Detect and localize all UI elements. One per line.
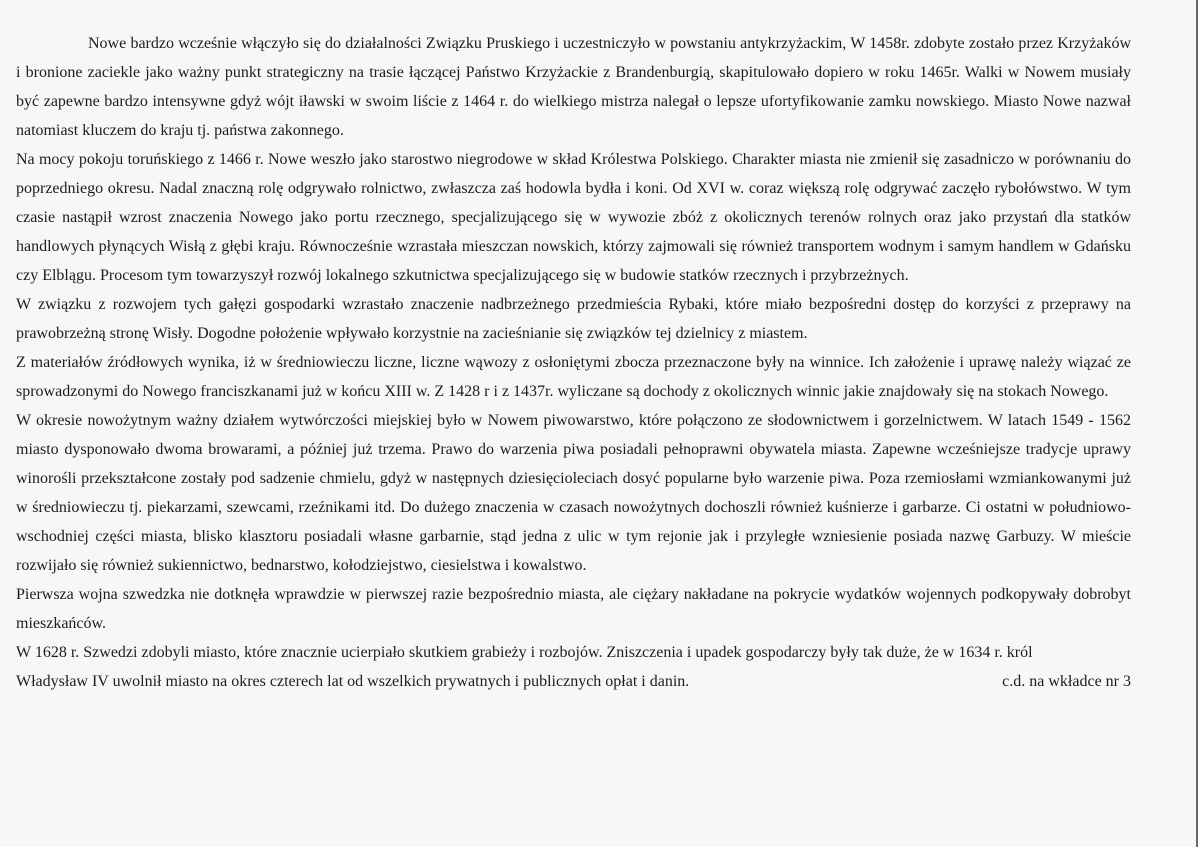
paragraph-3: W związku z rozwojem tych gałęzi gospodarki wzrastało znaczenie nadbrzeżnego przedmieścia Rybaki, które miało bezpośredni dostęp do korzyści z przeprawy na prawobrzeżną stronę Wisły. Dogodne położenie wpływało korzystnie na zacieśnianie się związków tej dzielnicy z miastem. — [16, 296, 1131, 342]
paragraph-2: Na mocy pokoju toruńskiego z 1466 r. Nowe weszło jako starostwo niegrodowe w skład Królestwa Polskiego. Charakter miasta nie zmienił się zasadniczo w porównaniu do poprzedniego okresu. Nadal znaczną rolę odgrywało rolnictwo, zwłaszcza zaś hodowla bydła i koni. Od XVI w. coraz większą rolę odgrywać zaczęło rybołówstwo. W tym czasie nastąpił wzrost znaczenia Nowego jako portu rzecznego, specjalizującego się w wywozie zbóż z okolicznych terenów rolnych oraz jako przystań dla statków handlowych płynących Wisłą z głębi kraju. Równocześnie wzrastała mieszczan nowskich, którzy zajmowali się również transportem wodnym i samym handlem w Gdańsku czy Elblągu. Procesom tym towarzyszył rozwój lokalnego szkutnictwa specjalizującego się w budowie statków rzecznych i przybrzeżnych. — [16, 151, 1131, 284]
continuation-note: c.d. na wkładce nr 3 — [1002, 673, 1131, 690]
paragraph-1: Nowe bardzo wcześnie włączyło się do działalności Związku Pruskiego i uczestniczyło w powstaniu antykrzyżackim, W 1458r. zdobyte zostało przez Krzyżaków i bronione zaciekle jako ważny punkt strategiczny na trasie łączącej Państwo Krzyżackie z Brandenburgią, skapitulowało dopiero w roku 1465r. Walki w Nowem musiały być zapewne bardzo intensywne gdyż wójt iławski w swoim liście z 1464 r. do wielkiego mistrza nalegał o lepsze ufortyfikowanie zamku nowskiego. Miasto Nowe nazwał natomiast kluczem do kraju tj. państwa zakonnego. — [16, 35, 1131, 139]
paragraph-4: Z materiałów źródłowych wynika, iż w średniowieczu liczne, liczne wąwozy z osłoniętymi zbocza przeznaczone były na winnice. Ich założenie i uprawę należy wiązać ze sprowadzonymi do Nowego franciszkanami już w końcu XIII w. Z 1428 r i z 1437r. wyliczane są dochody z okolicznych winnic jakie znajdowały się na stokach Nowego. — [16, 354, 1131, 400]
paragraph-6: Pierwsza wojna szwedzka nie dotknęła wprawdzie w pierwszej razie bezpośrednio miasta, ale ciężary nakładane na pokrycie wydatków wojennych podkopywały dobrobyt mieszkańców. — [16, 586, 1131, 632]
document-body — [16, 29, 1131, 696]
paragraph-5: W okresie nowożytnym ważny działem wytwórczości miejskiej było w Nowem piwowarstwo, które połączono ze słodownictwem i gorzelnictwem. W latach 1549 - 1562 miasto dysponowało dwoma browarami, a później już trzema. Prawo do warzenia piwa posiadali pełnoprawni obywatela miasta. Zapewne wcześniejsze tradycje uprawy winorośli przekształcone zostały pod sadzenie chmielu, gdyż w następnych dziesięcioleciach dosyć popularne było warzenie piwa. Poza rzemiosłami wzmiankowanymi już w średniowieczu tj. piekarzami, szewcami, rzeźnikami itd. Do dużego znaczenia w czasach nowożytnych dochoszli również kuśnierze i garbarze. Ci ostatni w południowo-wschodniej części miasta, blisko klasztoru posiadali własne garbarnie, stąd jedna z ulic w tym rejonie jak i przyległe wzniesienie posiada nazwę Garbuzy. W mieście rozwijało się również sukiennictwo, bednarstwo, kołodziejstwo, ciesielstwa i kowalstwo. — [16, 412, 1131, 574]
paragraph-7: W 1628 r. Szwedzi zdobyli miasto, które znacznie ucierpiało skutkiem grabieży i rozbojów. Zniszczenia i upadek gospodarczy były tak duże, że w 1634 r. król — [16, 644, 1033, 661]
paragraph-7-last-line — [16, 667, 1131, 696]
paragraph-7-tail: Władysław IV uwolnił miasto na okres czterech lat od wszelkich prywatnych i publicznych opłat i danin. — [16, 673, 690, 690]
